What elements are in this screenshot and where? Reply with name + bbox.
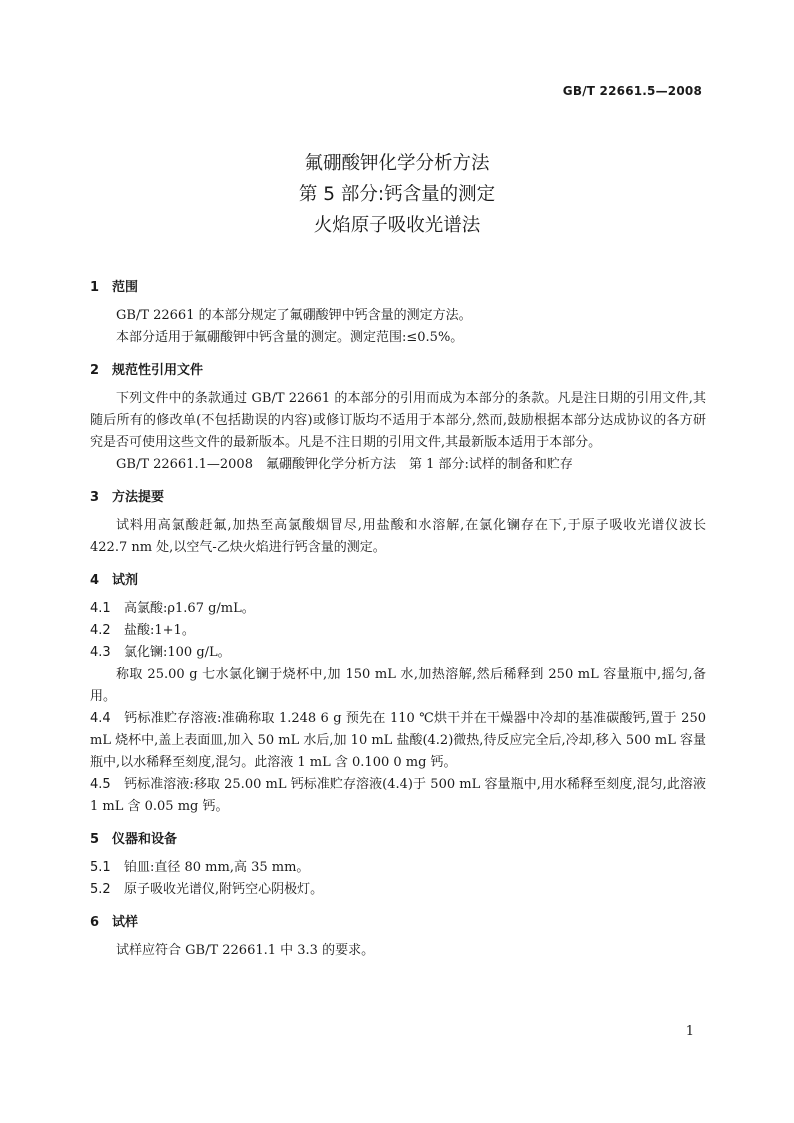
clause-4-5 (90, 774, 706, 818)
section-title: 仪器和设备 (112, 832, 178, 847)
section-title: 试样 (112, 915, 139, 930)
title-line-1: 氟硼酸钾化学分析方法 (304, 153, 490, 174)
clause-number: 4.4 (90, 711, 111, 726)
paragraph: 下列文件中的条款通过 GB/T 22661 的本部分的引用而成为本部分的条款。凡是注日期的引用文件,其随后所有的修改单(不包括勘误的内容)或修订版均不适用于本部分,然而,鼓励根据本部分达成协议的各方研究是否可使用这些文件的最新版本。凡是不注日期的引用文件,其最新版本适用于本部分。 (90, 391, 706, 450)
section-heading-reagents (90, 570, 706, 592)
clause-4-1 (90, 598, 706, 620)
clause-number: 4.2 (90, 623, 111, 638)
clause-text: 钙标准溶液:移取 25.00 mL 钙标准贮存溶液(4.4)于 500 mL 容量瓶中,用水稀释至刻度,混匀,此溶液 1 mL 含 0.05 mg 钙。 (90, 777, 706, 814)
section-number: 6 (90, 915, 100, 930)
section-heading-sample (90, 912, 706, 934)
section-heading-scope (90, 277, 706, 299)
reference-entry: GB/T 22661.1—2008 氟硼酸钾化学分析方法 第 1 部分:试样的制备和贮存 (116, 457, 573, 472)
clause-text: 原子吸收光谱仪,附钙空心阴极灯。 (124, 882, 324, 897)
section-number: 3 (90, 490, 100, 505)
document-code: GB/T 22661.5—2008 (562, 84, 702, 98)
clause-text: 高氯酸:ρ1.67 g/mL。 (124, 601, 255, 616)
document-title (0, 148, 794, 241)
clause-4-2 (90, 620, 706, 642)
clause-4-4 (90, 708, 706, 774)
section-number: 2 (90, 363, 100, 378)
paragraph: GB/T 22661 的本部分规定了氟硼酸钾中钙含量的测定方法。 (116, 308, 472, 323)
paragraph: 试料用高氯酸赶氟,加热至高氯酸烟冒尽,用盐酸和水溶解,在氯化镧存在下,于原子吸收光谱仪波长 422.7 nm 处,以空气-乙炔火焰进行钙含量的测定。 (90, 518, 706, 555)
clause-number: 4.5 (90, 777, 111, 792)
section-heading-method-summary (90, 487, 706, 509)
section-title: 规范性引用文件 (112, 363, 204, 378)
clause-text: 钙标准贮存溶液:准确称取 1.248 6 g 预先在 110 ℃烘干并在干燥器中冷却的基准碳酸钙,置于 250 mL 烧杯中,盖上表面皿,加入 50 mL 水后,加 10 mL 盐酸(4.2)微热,待反应完全后,冷却,移入 500 mL 容量瓶中,以水稀释至刻度,混匀。此溶液 1 mL 含 0.100 0 mg 钙。 (90, 711, 706, 770)
section-number: 4 (90, 573, 100, 588)
section-title: 试剂 (112, 573, 139, 588)
clause-text: 盐酸:1+1。 (124, 623, 195, 638)
section-heading-apparatus (90, 829, 706, 851)
section-title: 方法提要 (112, 490, 165, 505)
clause-5-2 (90, 879, 706, 901)
clause-text: 氯化镧:100 g/L。 (124, 645, 231, 660)
section-number: 5 (90, 832, 100, 847)
section-number: 1 (90, 280, 100, 295)
clause-4-3 (90, 642, 706, 664)
clause-number: 5.2 (90, 882, 111, 897)
title-line-2: 第 5 部分:钙含量的测定 (298, 184, 496, 205)
section-heading-normative-references (90, 360, 706, 382)
clause-5-1 (90, 857, 706, 879)
paragraph: 试样应符合 GB/T 22661.1 中 3.3 的要求。 (116, 943, 375, 958)
clause-number: 4.3 (90, 645, 111, 660)
title-line-3: 火焰原子吸收光谱法 (313, 215, 481, 236)
clause-text: 铂皿:直径 80 mm,高 35 mm。 (124, 860, 310, 875)
paragraph: 本部分适用于氟硼酸钾中钙含量的测定。测定范围:≤0.5%。 (116, 330, 464, 345)
document-body (90, 277, 706, 962)
section-title: 范围 (112, 280, 139, 295)
clause-number: 4.1 (90, 601, 111, 616)
clause-number: 5.1 (90, 860, 111, 875)
paragraph: 称取 25.00 g 七水氯化镧于烧杯中,加 150 mL 水,加热溶解,然后稀释到 250 mL 容量瓶中,摇匀,备用。 (90, 667, 706, 704)
page-number: 1 (685, 1024, 694, 1039)
